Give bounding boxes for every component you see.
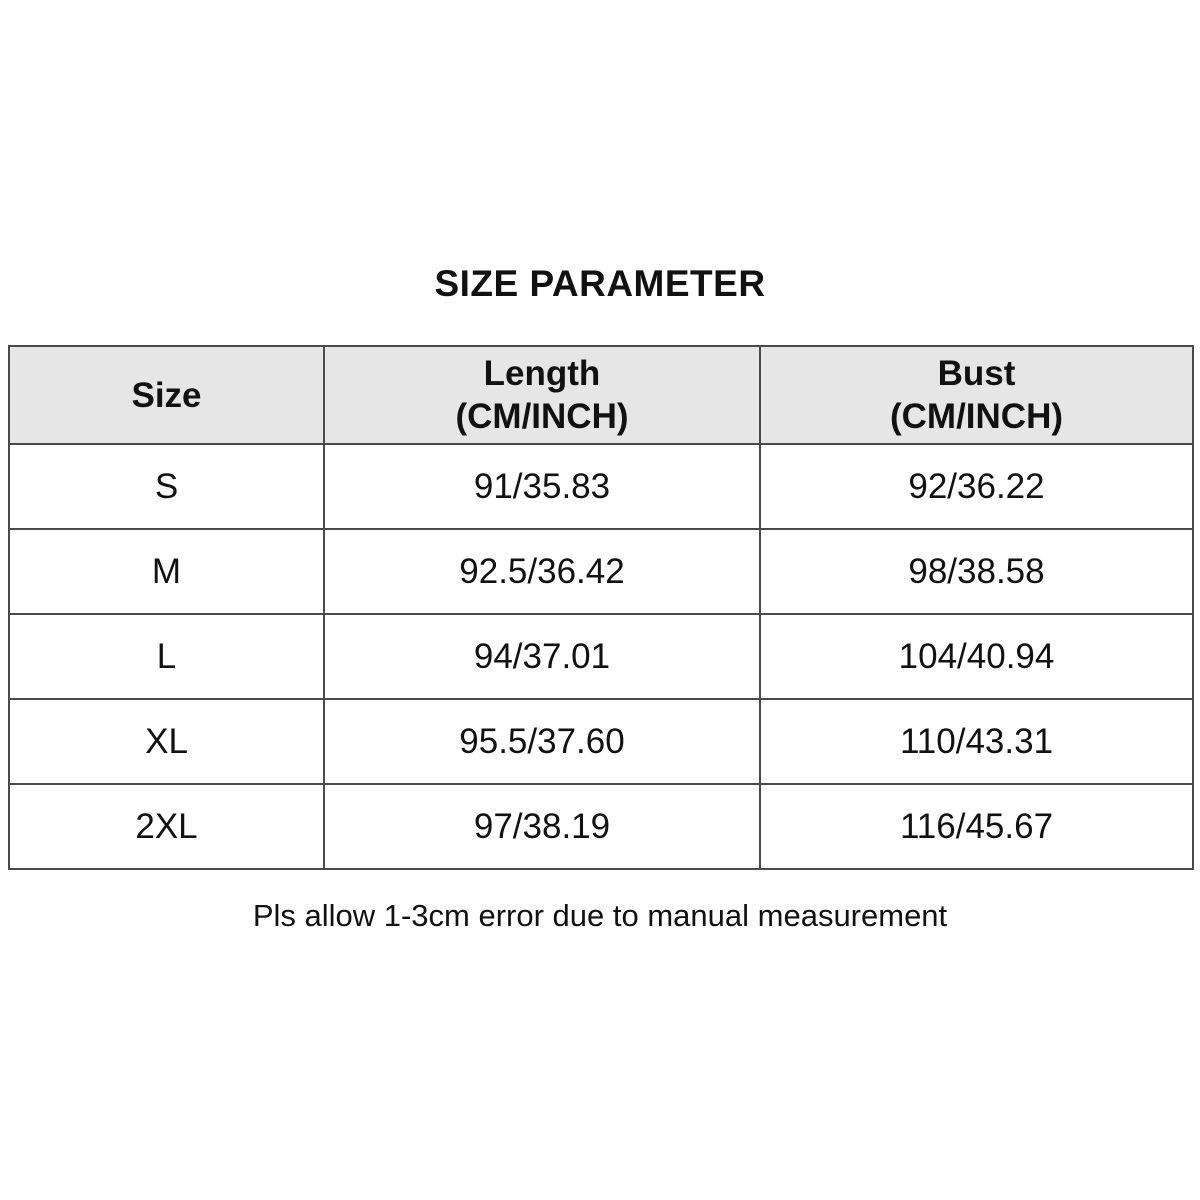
cell-length: 94/37.01 [324, 614, 760, 699]
header-size-label: Size [131, 375, 202, 415]
cell-length: 97/38.19 [324, 784, 760, 869]
cell-size: M [9, 529, 324, 614]
header-bust [760, 346, 1193, 444]
cell-size: 2XL [9, 784, 324, 869]
cell-size: XL [9, 699, 324, 784]
measurement-note: Pls allow 1-3cm error due to manual measurement [252, 898, 948, 933]
header-bust-unit: (CM/INCH) [889, 397, 1064, 436]
cell-bust: 110/43.31 [760, 699, 1193, 784]
cell-bust: 116/45.67 [760, 784, 1193, 869]
size-table [8, 345, 1194, 870]
header-size [9, 346, 324, 444]
cell-bust: 92/36.22 [760, 444, 1193, 529]
table-row [9, 444, 1193, 529]
header-length-unit: (CM/INCH) [455, 397, 629, 436]
cell-length: 95.5/37.60 [324, 699, 760, 784]
header-length [324, 346, 760, 444]
header-length-label: Length [483, 354, 601, 393]
cell-size: L [9, 614, 324, 699]
cell-length: 92.5/36.42 [324, 529, 760, 614]
table-header-row [9, 346, 1193, 444]
table-row [9, 699, 1193, 784]
page-title: SIZE PARAMETER [434, 263, 766, 304]
cell-bust: 104/40.94 [760, 614, 1193, 699]
cell-length: 91/35.83 [324, 444, 760, 529]
cell-size: S [9, 444, 324, 529]
table-row [9, 529, 1193, 614]
table-row [9, 614, 1193, 699]
table-row [9, 784, 1193, 869]
header-bust-label: Bust [937, 354, 1016, 393]
cell-bust: 98/38.58 [760, 529, 1193, 614]
